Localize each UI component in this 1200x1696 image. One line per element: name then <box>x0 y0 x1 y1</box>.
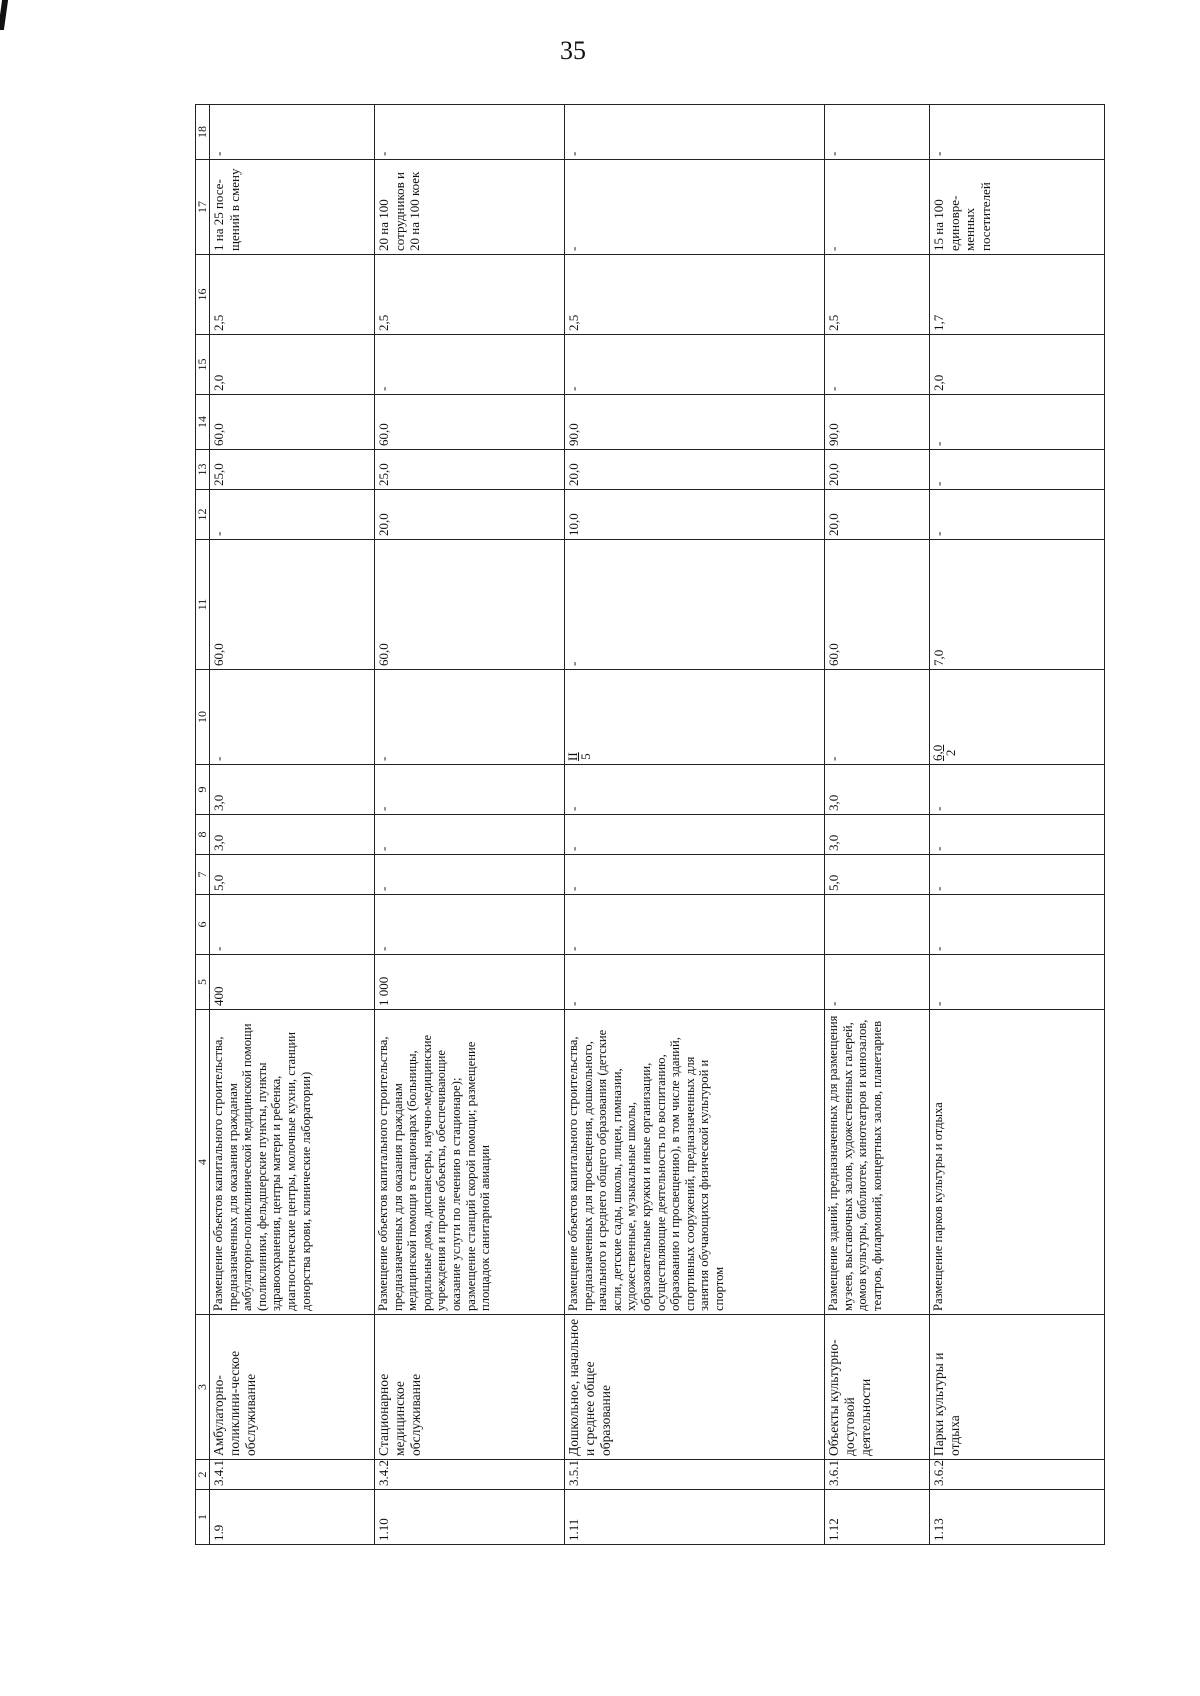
cell-value: 60,0 <box>375 540 565 670</box>
cell-value: - <box>375 105 565 160</box>
land-use-name: Объекты культурно-досуговой деятельности <box>825 1315 930 1460</box>
cell-value: - <box>825 105 930 160</box>
cell-value: 2,5 <box>825 255 930 335</box>
column-number: 5 <box>196 955 210 1010</box>
cell-value: 3,0 <box>825 765 930 815</box>
table-row <box>930 105 1105 1545</box>
row-number: 1.10 <box>375 1490 565 1545</box>
cell-value: - <box>565 955 825 1010</box>
land-use-description: Размещение объектов капитального строительства, предназначенных для оказания гражданам амбулаторно-поликлинической медицинской помощи (поликлиники, фельдшерские пункты, пункты здравоохранения, центры матери и ребенка, диагностические центры, молочные кухни, станции донорства крови, клинические лаборатории) <box>210 1010 375 1315</box>
column-number: 1 <box>196 1490 210 1545</box>
cell-value: 2,5 <box>375 255 565 335</box>
land-use-description: Размещение объектов капитального строительства, предназначенных для просвещения, дошкольного, начального и среднего общего образования (детские ясли, детские сады, школы, лицеи, гимназии, художественные, музыкальные школы, образовательные кружки и иные организации, осуществляющие деятельность по воспитанию, образованию и просвещению), в том числе зданий, спортивных сооружений, предназначенных для занятия обучающихся физической культурой и спортом <box>565 1010 825 1315</box>
cell-value: - <box>930 105 1105 160</box>
cell-value: - <box>930 815 1105 855</box>
table-row <box>825 105 930 1545</box>
cell-value: 90,0 <box>825 395 930 450</box>
cell-value <box>825 895 930 955</box>
cell-value: - <box>565 105 825 160</box>
cell-value: 2,5 <box>210 255 375 335</box>
column-number: 17 <box>196 160 210 255</box>
cell-fraction <box>565 670 825 765</box>
cell-value: 25,0 <box>375 450 565 490</box>
cell-value: 2,0 <box>930 335 1105 395</box>
fraction-numerator: II <box>565 752 580 761</box>
cell-value: - <box>930 765 1105 815</box>
cell-value: - <box>825 955 930 1010</box>
cell-value: - <box>565 895 825 955</box>
column-number: 9 <box>196 765 210 815</box>
cell-value: - <box>375 815 565 855</box>
code: 3.6.2 <box>930 1460 1105 1490</box>
parking-norm: - <box>565 160 825 255</box>
cell-value: - <box>375 670 565 765</box>
cell-value: 90,0 <box>565 395 825 450</box>
cell-value: - <box>930 395 1105 450</box>
fraction-denominator: 5 <box>578 753 593 760</box>
column-number: 7 <box>196 855 210 895</box>
land-use-name: Стационарное медицинское обслуживание <box>375 1315 565 1460</box>
column-number: 8 <box>196 815 210 855</box>
land-use-description: Размещение объектов капитального строительства, предназначенных для оказания гражданам медицинской помощи в стационарах (больницы, родильные дома, диспансеры, научно-медицинские учреждения и прочие объекты, обеспечивающие оказание услуги по лечению в стационаре); размещение станций скорой помощи; размещение площадок санитарной авиации <box>375 1010 565 1315</box>
fraction-denominator: 2 <box>943 749 958 757</box>
code: 3.5.1 <box>565 1460 825 1490</box>
cell-value: 20,0 <box>825 490 930 540</box>
cell-value: - <box>930 490 1105 540</box>
cell-value: 10,0 <box>565 490 825 540</box>
cell-value: - <box>210 105 375 160</box>
cell-value: - <box>375 765 565 815</box>
parking-norm: 15 на 100 единовре-менных посетителей <box>930 160 1105 255</box>
cell-value: - <box>825 335 930 395</box>
land-use-name: Дошкольное, начальное и среднее общее образование <box>565 1315 825 1460</box>
cell-value: - <box>210 895 375 955</box>
cell-value: - <box>565 335 825 395</box>
code: 3.6.1 <box>825 1460 930 1490</box>
cell-value: - <box>565 815 825 855</box>
column-number: 10 <box>196 670 210 765</box>
cell-value: - <box>930 450 1105 490</box>
cell-value: 2,5 <box>565 255 825 335</box>
land-use-description: Размещение парков культуры и отдыха <box>930 1010 1105 1315</box>
cell-fraction <box>930 670 1105 765</box>
column-number: 4 <box>196 1010 210 1315</box>
cell-value: 60,0 <box>210 395 375 450</box>
column-number-row <box>196 105 210 1545</box>
cell-value: 25,0 <box>210 450 375 490</box>
zoning-parameters-table <box>195 104 1105 1545</box>
parking-norm: 20 на 100 сотрудников и 20 на 100 коек <box>375 160 565 255</box>
parking-norm: 1 на 25 посе-щений в смену <box>210 160 375 255</box>
cell-value: - <box>375 335 565 395</box>
code: 3.4.2 <box>375 1460 565 1490</box>
land-use-name: Амбулаторно-поликлини-ческое обслуживание <box>210 1315 375 1460</box>
cell-value: 60,0 <box>210 540 375 670</box>
cell-value: - <box>565 540 825 670</box>
cell-value: 5,0 <box>210 855 375 895</box>
cell-value: 20,0 <box>565 450 825 490</box>
column-number: 13 <box>196 450 210 490</box>
land-use-name: Парки культуры и отдыха <box>930 1315 1105 1460</box>
cell-value: 3,0 <box>825 815 930 855</box>
cell-value: - <box>565 855 825 895</box>
column-number: 12 <box>196 490 210 540</box>
cell-value: 1 000 <box>375 955 565 1010</box>
row-number: 1.9 <box>210 1490 375 1545</box>
column-number: 14 <box>196 395 210 450</box>
column-number: 11 <box>196 540 210 670</box>
column-number: 6 <box>196 895 210 955</box>
parking-norm: - <box>825 160 930 255</box>
cell-value: 2,0 <box>210 335 375 395</box>
cell-value: - <box>210 670 375 765</box>
column-number: 2 <box>196 1460 210 1490</box>
cell-value: 20,0 <box>825 450 930 490</box>
cell-value: 1,7 <box>930 255 1105 335</box>
column-number: 18 <box>196 105 210 160</box>
cell-value: - <box>825 670 930 765</box>
table-row <box>375 105 565 1545</box>
cell-value: - <box>930 895 1105 955</box>
row-number: 1.13 <box>930 1490 1105 1545</box>
cell-value: 60,0 <box>375 395 565 450</box>
cell-value: 3,0 <box>210 765 375 815</box>
cell-value: - <box>375 895 565 955</box>
cell-value: - <box>565 765 825 815</box>
table-row <box>565 105 825 1545</box>
column-number: 16 <box>196 255 210 335</box>
cell-value: 60,0 <box>825 540 930 670</box>
cell-value: - <box>930 955 1105 1010</box>
cell-value: 20,0 <box>375 490 565 540</box>
page-number: 35 <box>560 36 586 65</box>
row-number: 1.12 <box>825 1490 930 1545</box>
cell-value: 7,0 <box>930 540 1105 670</box>
row-number: 1.11 <box>565 1490 825 1545</box>
code: 3.4.1 <box>210 1460 375 1490</box>
cell-value: 5,0 <box>825 855 930 895</box>
cell-value: - <box>210 490 375 540</box>
cell-value: 3,0 <box>210 815 375 855</box>
column-number: 15 <box>196 335 210 395</box>
column-number: 3 <box>196 1315 210 1460</box>
scan-corner-mark <box>0 0 8 30</box>
table-row <box>210 105 375 1545</box>
cell-value: - <box>930 855 1105 895</box>
rotated-table-wrapper <box>195 105 1105 1545</box>
land-use-description: Размещение зданий, предназначенных для размещения музеев, выставочных залов, художественных галерей, домов культуры, библиотек, кинотеатров и кинозалов, театров, филармоний, концертных залов, планетариев <box>825 1010 930 1315</box>
fraction-numerator: 6,0 <box>930 744 945 761</box>
cell-value: - <box>375 855 565 895</box>
cell-value: 400 <box>210 955 375 1010</box>
